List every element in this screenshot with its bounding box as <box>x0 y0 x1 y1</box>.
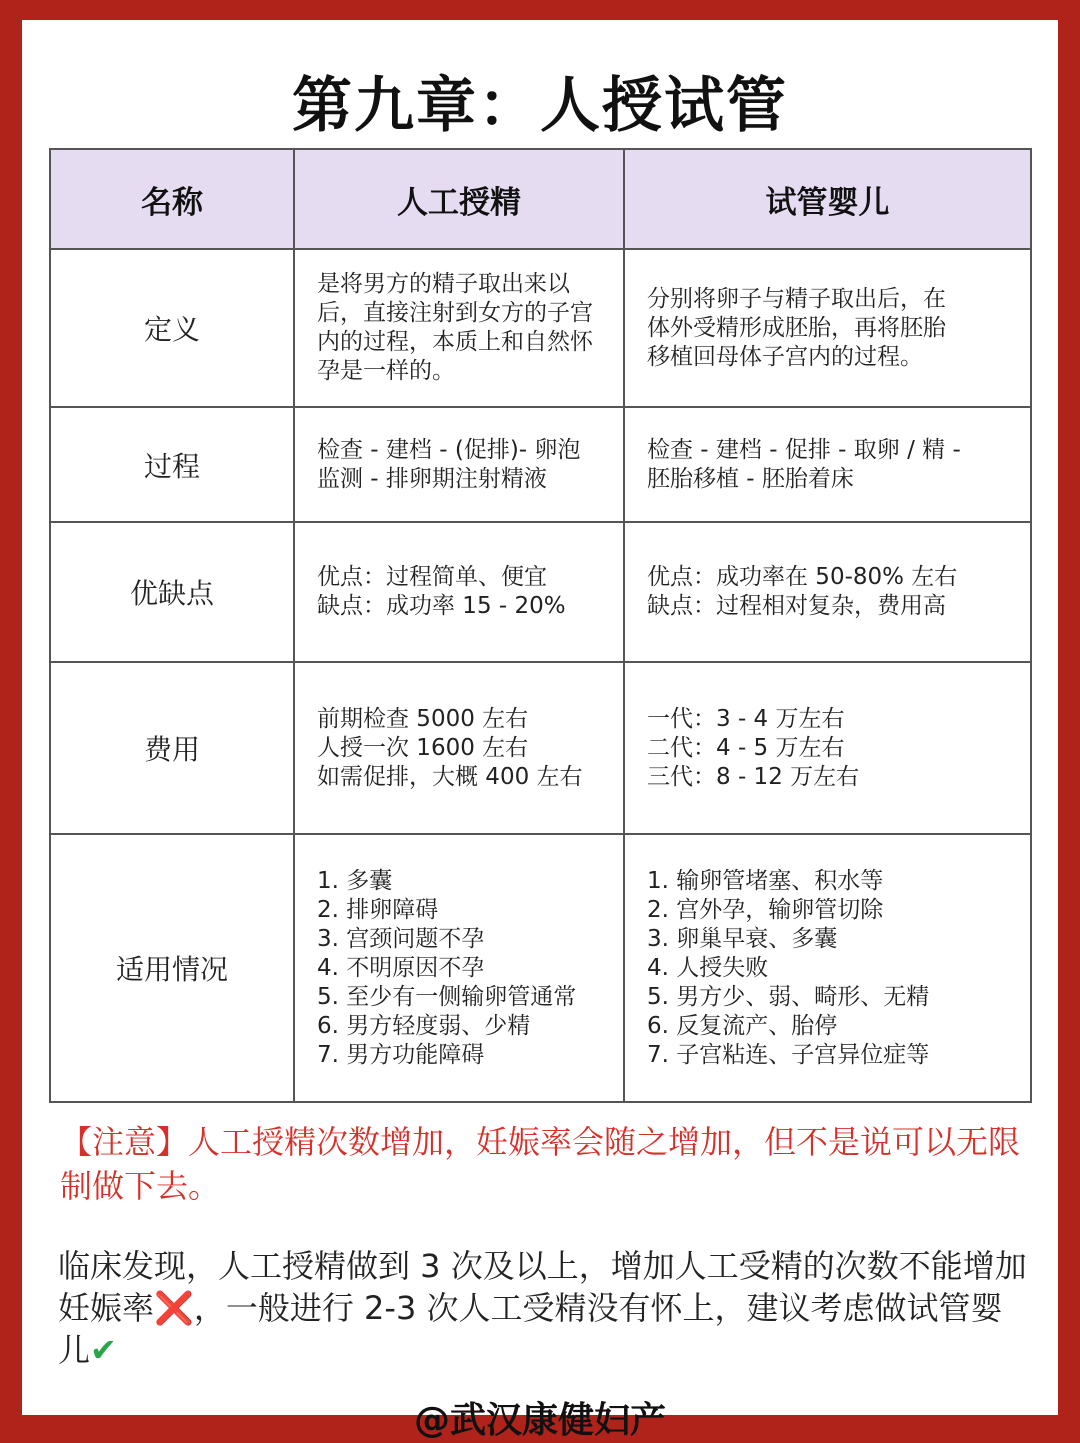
cell-line: 3. 宫颈问题不孕 <box>317 925 485 952</box>
table-row <box>50 407 1031 522</box>
cell-line: 监测 - 排卵期注射精液 <box>317 465 547 492</box>
cell-line: 孕是一样的。 <box>317 358 455 384</box>
table-row <box>50 662 1031 834</box>
header-artificial-insemination: 人工授精 <box>294 149 624 249</box>
cell-line: 体外受精形成胚胎，再将胚胎 <box>647 314 946 341</box>
cell-line: 2. 宫外孕，输卵管切除 <box>647 896 884 923</box>
ivf-cell <box>624 834 1031 1102</box>
clinical-finding <box>58 1245 1030 1371</box>
ivf-cell <box>624 249 1031 407</box>
cell-line: 6. 男方轻度弱、少精 <box>317 1012 531 1039</box>
cell-line: 4. 不明原因不孕 <box>317 954 485 981</box>
page-title: 第九章：人授试管 <box>292 71 788 141</box>
comparison-table <box>49 148 1032 1103</box>
cell-line: 优点：成功率在 50-80% 左右 <box>647 564 958 590</box>
cell-line: 移植回母体子宫内的过程。 <box>647 343 923 370</box>
cell-line: 后，直接注射到女方的子宫 <box>317 300 593 326</box>
watermark: @武汉康健妇产 <box>413 1400 666 1441</box>
cell-line: 优点：过程简单、便宜 <box>317 564 547 590</box>
warning-note: 【注意】人工授精次数增加，妊娠率会随之增加，但不是说可以无限制做下去。 <box>60 1123 1021 1205</box>
cell-line: 内的过程，本质上和自然怀 <box>317 329 593 355</box>
cell-line: 1. 输卵管堵塞、积水等 <box>647 867 884 894</box>
cell-line: 4. 人授失败 <box>647 954 769 981</box>
ai-cell <box>294 522 624 662</box>
header-ivf: 试管婴儿 <box>624 149 1031 249</box>
ivf-cell <box>624 522 1031 662</box>
cell-line: 三代：8 - 12 万左右 <box>647 763 860 790</box>
cell-line: 分别将卵子与精子取出后，在 <box>647 285 946 312</box>
cell-line: 2. 排卵障碍 <box>317 896 439 923</box>
ai-cell <box>294 407 624 522</box>
check-icon: ✔ <box>90 1331 117 1369</box>
cell-line: 检查 - 建档 - (促排)- 卵泡 <box>317 436 581 463</box>
cell-line: 5. 男方少、弱、畸形、无精 <box>647 983 930 1010</box>
cell-line: 6. 反复流产、胎停 <box>647 1012 838 1039</box>
table-row <box>50 834 1031 1102</box>
ivf-cell <box>624 407 1031 522</box>
header-name: 名称 <box>50 149 294 249</box>
row-label: 定义 <box>50 249 294 407</box>
row-label: 适用情况 <box>50 834 294 1102</box>
table-row <box>50 249 1031 407</box>
cell-line: 是将男方的精子取出来以 <box>317 271 570 297</box>
ai-cell <box>294 662 624 834</box>
cell-line: 检查 - 建档 - 促排 - 取卵 / 精 - <box>647 436 961 463</box>
row-label: 过程 <box>50 407 294 522</box>
ai-cell <box>294 249 624 407</box>
cell-line: 5. 至少有一侧输卵管通常 <box>317 983 577 1010</box>
cell-line: 胚胎移植 - 胚胎着床 <box>647 465 854 492</box>
row-label: 费用 <box>50 662 294 834</box>
cell-line: 二代：4 - 5 万左右 <box>647 734 845 761</box>
ai-cell <box>294 834 624 1102</box>
cell-line: 1. 多囊 <box>317 867 393 894</box>
cell-line: 3. 卵巢早衰、多囊 <box>647 925 838 952</box>
cell-line: 缺点：过程相对复杂，费用高 <box>647 593 946 619</box>
cross-icon: ❌ <box>154 1289 194 1327</box>
row-label: 优缺点 <box>50 522 294 662</box>
cell-line: 一代：3 - 4 万左右 <box>647 705 845 732</box>
cell-line: 如需促排，大概 400 左右 <box>317 763 583 790</box>
cell-line: 7. 男方功能障碍 <box>317 1041 485 1068</box>
ivf-cell <box>624 662 1031 834</box>
clinical-text-1: 临床发现，人工授精做到 3 次及以上，增加人工受精的次数不能增加妊娠率 <box>58 1247 1027 1327</box>
cell-line: 7. 子宫粘连、子宫异位症等 <box>647 1041 930 1068</box>
clinical-text-2: ，一般进行 2-3 次人工受精没有怀上，建议考虑做试管婴儿 <box>58 1289 1003 1369</box>
table-row <box>50 522 1031 662</box>
cell-line: 人授一次 1600 左右 <box>317 734 529 761</box>
cell-line: 缺点：成功率 15 - 20% <box>317 593 566 619</box>
cell-line: 前期检查 5000 左右 <box>317 705 529 732</box>
table-header-row <box>50 149 1031 249</box>
